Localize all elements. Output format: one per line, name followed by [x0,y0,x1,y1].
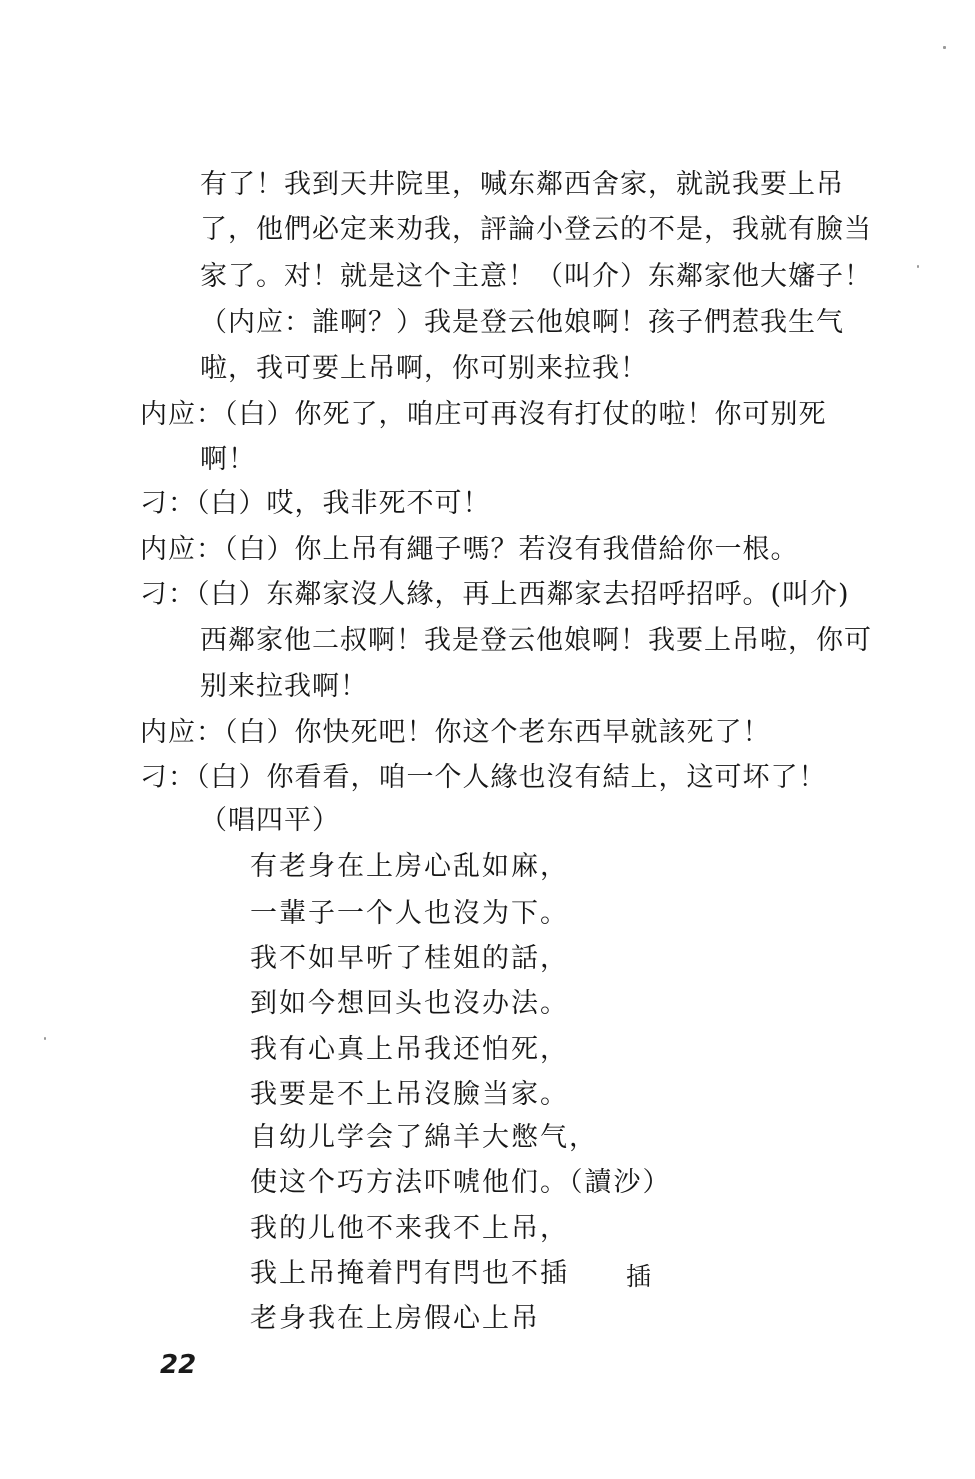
verse-line: 一輩子一个人也沒为下。 [250,898,569,929]
verse-line: 我的儿他不来我不上吊， [250,1213,569,1244]
dialogue-line: 内应：（白）你快死吧！你这个老东西早就該死了！ [140,717,771,748]
dialogue-line: 啊！ [200,444,256,475]
prose-line: 家了。对！就是这个主意！（叫介）东鄰家他大嬸子！ [200,261,872,292]
dialogue-line: 刁：（白）哎，我非死不可！ [140,488,491,519]
verse-line: 我上吊掩着門有閂也不插 [250,1258,569,1289]
dialogue-line: 西鄰家他二叔啊！我是登云他娘啊！我要上吊啦，你可 [200,625,872,656]
dialogue-line: 内应：（白）你死了，咱庄可再沒有打仗的啦！你可别死 [140,399,827,430]
verse-line: 我不如早听了桂姐的話， [250,943,569,974]
dialogue-line: 内应：（白）你上吊有繩子嗎？若沒有我借給你一根。 [140,534,799,565]
prose-line: （内应：誰啊？）我是登云他娘啊！孩子們惹我生气 [200,307,844,338]
dialogue-line: 刁：（白）东鄰家沒人緣，再上西鄰家去招呼招呼。(叫介) [140,579,850,610]
stage-direction: （唱四平） [200,805,340,836]
verse-line: 我要是不上吊沒臉当家。 [250,1079,569,1110]
verse-line: 老身我在上房假心上吊 [250,1303,540,1334]
scan-speck [44,1037,46,1040]
prose-line: 了，他們必定来劝我，評論小登云的不是，我就有臉当 [200,214,872,245]
page-number: 22 [160,1350,197,1380]
verse-line: 自幼儿学会了綿羊大憋气， [250,1122,598,1153]
dialogue-line: 别来拉我啊！ [200,671,368,702]
verse-line: 使这个巧方法吓唬他们。（讀沙） [250,1167,672,1198]
margin-note: 插 [626,1262,652,1291]
prose-line: 有了！我到天井院里，喊东鄰西舍家，就説我要上吊 [200,169,844,200]
scan-speck [943,46,946,49]
verse-line: 有老身在上房心乱如麻， [250,851,569,882]
prose-line: 啦，我可要上吊啊，你可别来拉我！ [200,353,648,384]
verse-line: 到如今想回头也沒办法。 [250,988,569,1019]
verse-line: 我有心真上吊我还怕死， [250,1034,569,1065]
dialogue-line: 刁：（白）你看看，咱一个人緣也沒有結上，这可坏了！ [140,762,827,793]
scan-speck [917,265,919,268]
